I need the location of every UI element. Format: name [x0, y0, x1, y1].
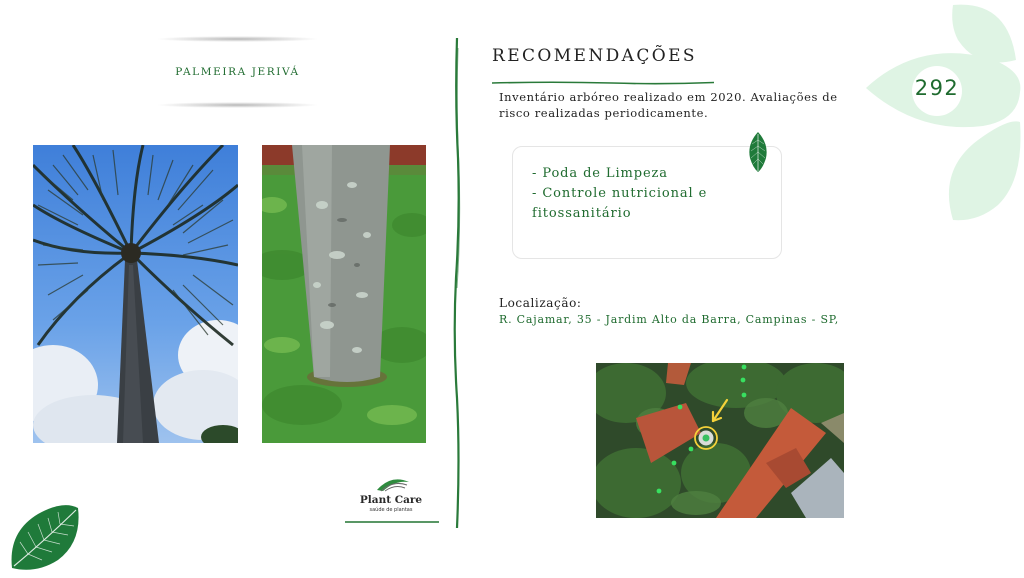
location-address: R. Cajamar, 35 - Jardim Alto da Barra, Campinas - SP, — [499, 313, 840, 326]
satellite-map-photo — [596, 363, 844, 518]
palm-crown-photo — [33, 145, 238, 443]
brand-tagline: saúde de plantas — [369, 507, 413, 513]
plant-care-logo — [355, 476, 427, 516]
recommendation-item: - Controle nutricional e fitossanitário — [532, 186, 708, 221]
species-title: PALMEIRA JERIVÁ — [175, 66, 300, 78]
card-shadow-bottom — [156, 102, 319, 108]
vertical-divider — [450, 38, 464, 528]
recommendations-underline — [492, 70, 714, 74]
recommendations-description: Inventário arbóreo realizado em 2020. Avaliações de risco realizadas periodicamente. — [499, 90, 838, 120]
recommendation-item: - Poda de Limpeza — [532, 166, 668, 181]
leaf-icon — [8, 502, 84, 574]
palm-trunk-photo — [262, 145, 426, 443]
recommendations-title: RECOMENDAÇÕES — [492, 46, 697, 66]
card-shadow-top — [156, 36, 319, 42]
species-title-card — [150, 36, 325, 108]
location-label: Localização: — [499, 296, 582, 310]
brand-name: Plant Care — [359, 494, 423, 506]
recommendations-box — [512, 146, 782, 259]
tree-number: 292 — [914, 76, 960, 100]
logo-underline — [345, 521, 439, 523]
leaf-decoration — [858, 0, 1024, 230]
leaf-icon — [747, 132, 769, 172]
